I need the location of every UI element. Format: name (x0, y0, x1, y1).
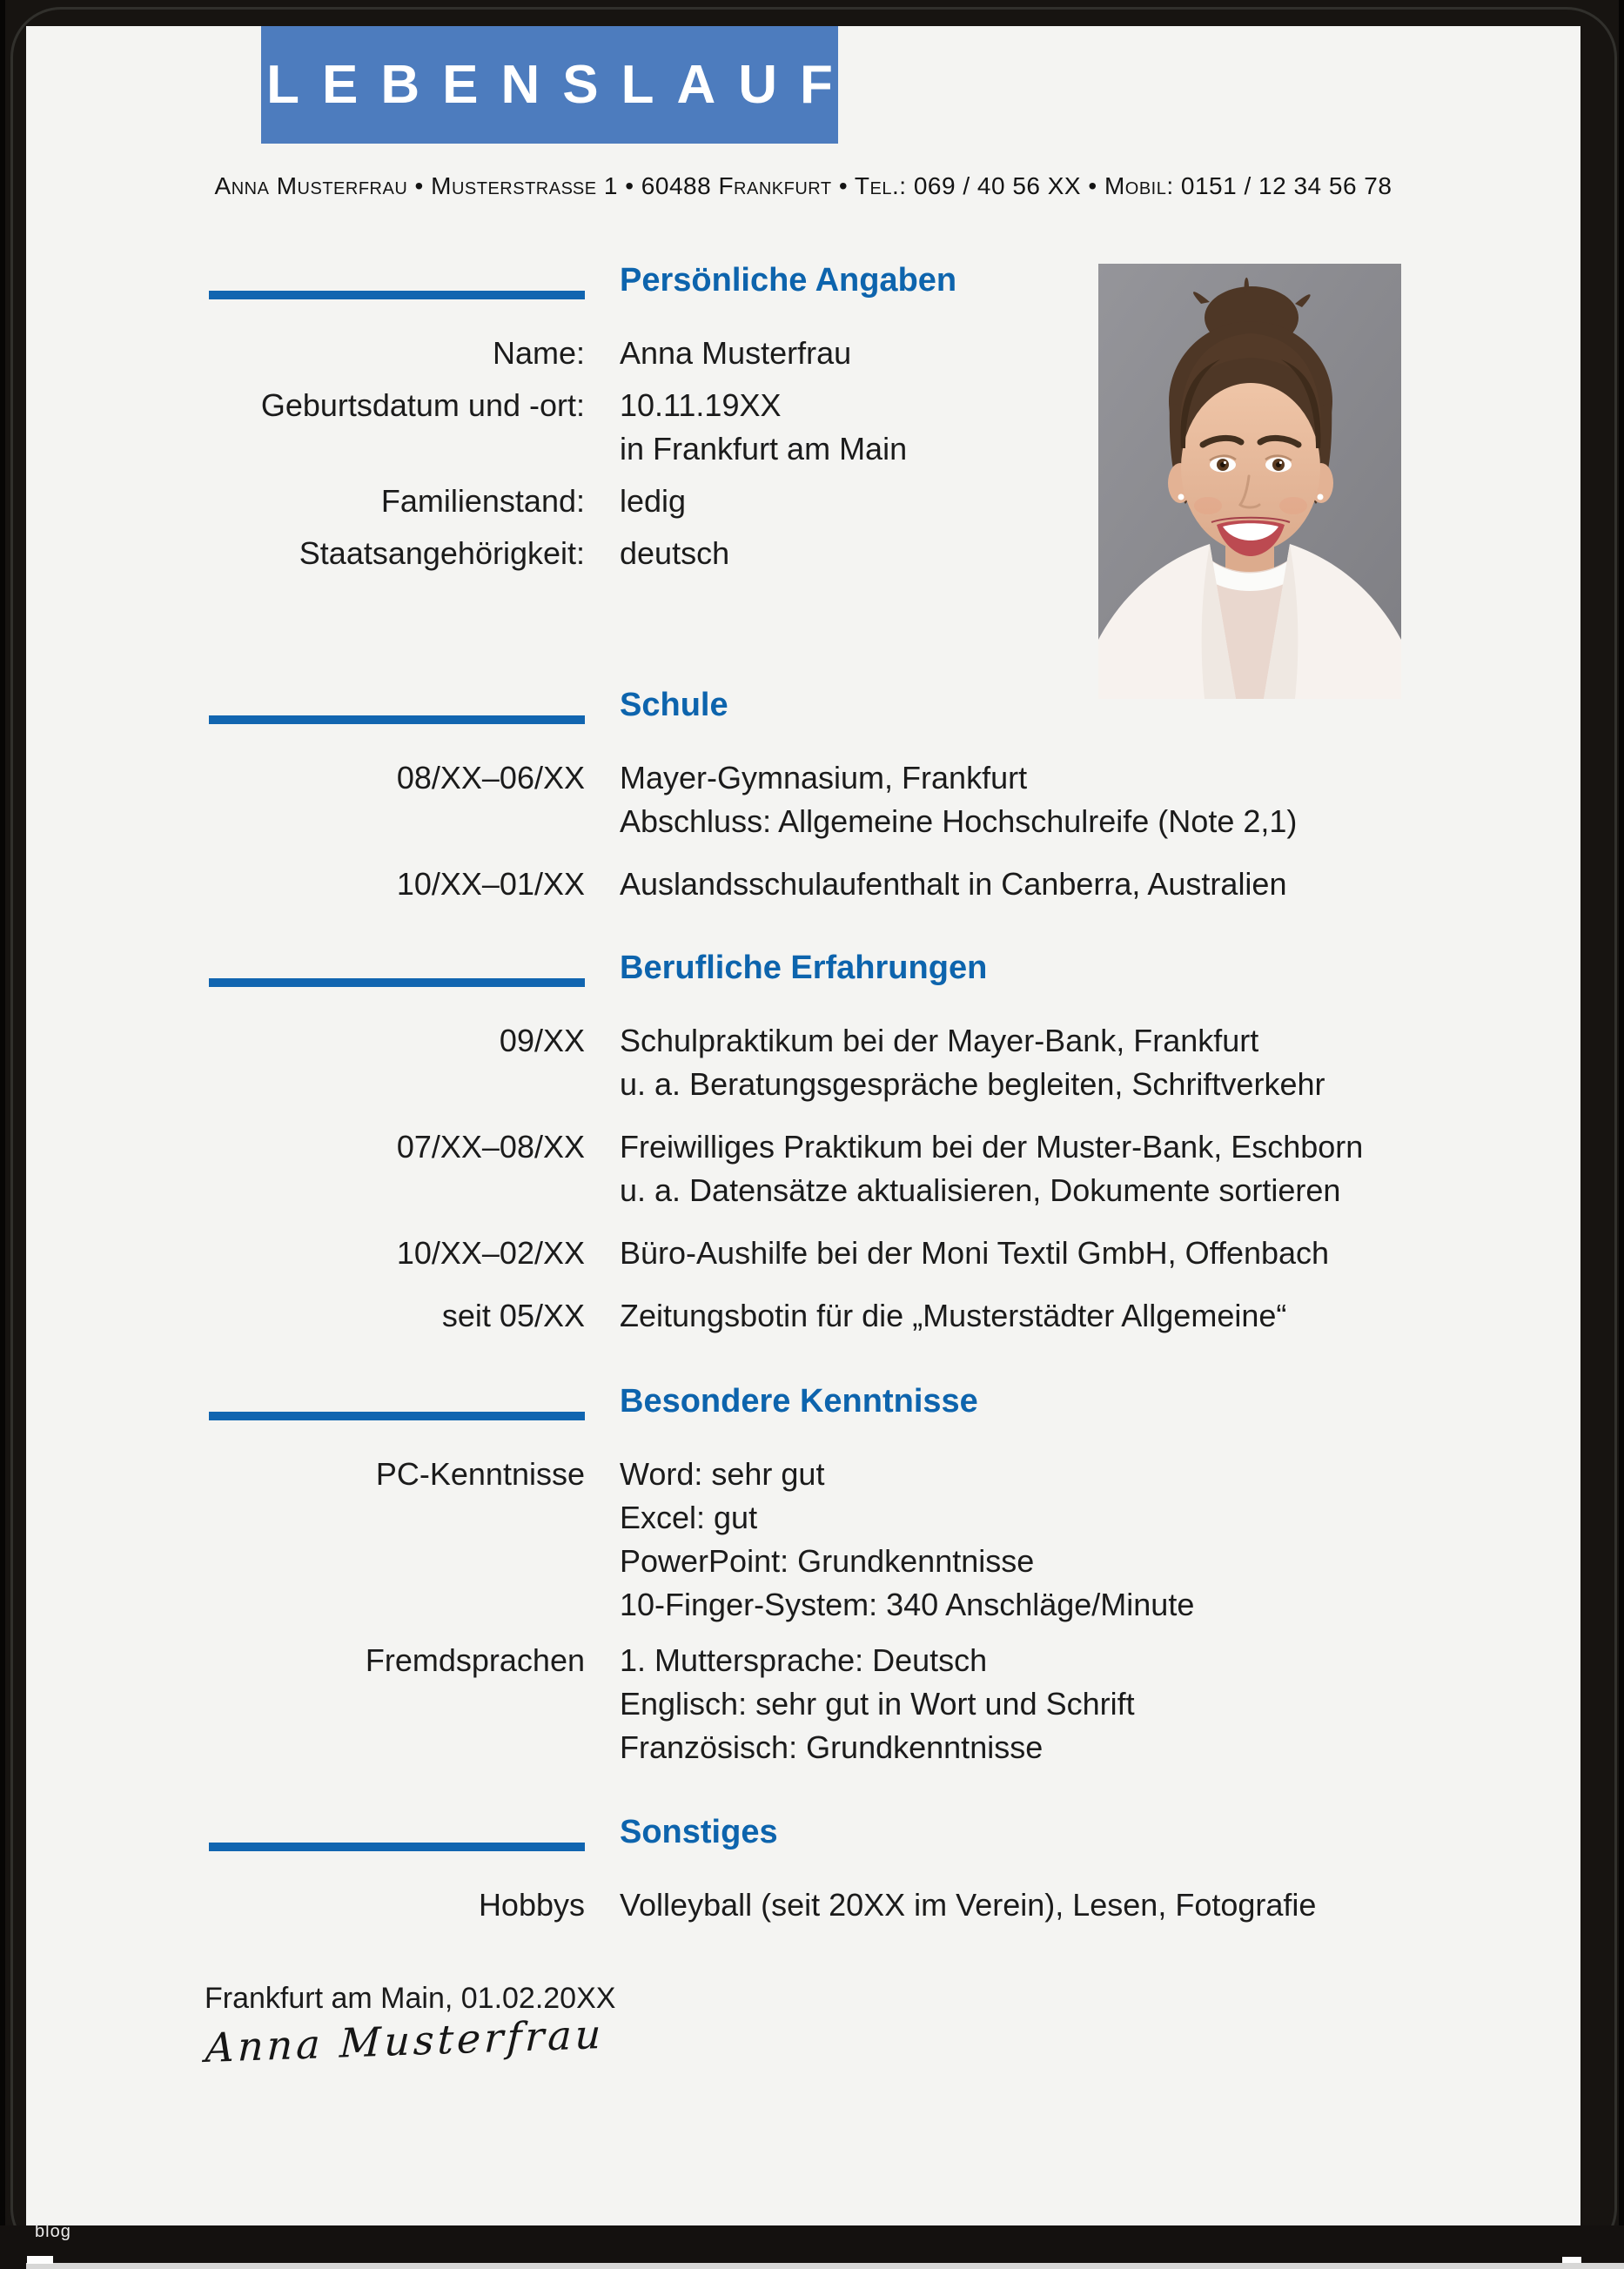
section-rule (209, 1843, 585, 1851)
section-rule (209, 978, 585, 987)
row-value: Anna Musterfrau (620, 335, 852, 371)
place-and-date: Frankfurt am Main, 01.02.20XX (205, 1982, 616, 2015)
frame-edge-right (1619, 0, 1624, 2269)
section-header (26, 1382, 1580, 1420)
row-label: 09/XX (499, 1023, 585, 1058)
row-label: 08/XX–06/XX (396, 760, 585, 795)
section-title: Schule (620, 687, 728, 723)
cv-row (26, 384, 1580, 471)
section-title: Persönliche Angaben (620, 262, 957, 299)
row-label: 07/XX–08/XX (396, 1129, 585, 1165)
row-value: Word: sehr gut Excel: gut PowerPoint: Grundkenntnisse 10-Finger-System: 340 Anschläge/Minute (620, 1456, 1195, 1622)
row-label: Hobbys (478, 1887, 585, 1923)
section-besondere-kenntnisse (26, 1382, 1580, 1782)
cv-row (26, 1453, 1580, 1627)
row-value: Auslandsschulaufenthalt in Canberra, Australien (620, 866, 1287, 902)
row-value: Büro-Aushilfe bei der Moni Textil GmbH, Offenbach (620, 1235, 1330, 1271)
row-label: Fremdsprachen (365, 1642, 585, 1678)
row-value: Volleyball (seit 20XX im Verein), Lesen, Fotografie (620, 1887, 1317, 1923)
bottom-right-sliver (1562, 2257, 1581, 2263)
bottom-edge-strip (26, 2263, 1624, 2269)
section-title: Berufliche Erfahrungen (620, 950, 988, 986)
signature: Anna Musterfrau (205, 2010, 606, 2071)
cv-row (26, 1639, 1580, 1769)
row-label: Staatsangehörigkeit: (299, 535, 585, 571)
row-label: seit 05/XX (441, 1298, 585, 1333)
section-schule (26, 686, 1580, 906)
row-label: PC-Kenntnisse (375, 1456, 585, 1492)
section-header (26, 1813, 1580, 1851)
cv-row (26, 1019, 1580, 1106)
cv-row (26, 1883, 1580, 1927)
cv-row (26, 332, 1580, 375)
section-berufliche-erfahrungen (26, 949, 1580, 1338)
row-value: 1. Muttersprache: Deutsch Englisch: sehr gut in Wort und Schrift Französisch: Grundkenntnisse (620, 1642, 1135, 1765)
cv-row (26, 1294, 1580, 1338)
row-label: Geburtsdatum und -ort: (260, 387, 585, 423)
row-label: 10/XX–01/XX (396, 866, 585, 902)
row-value: ledig (620, 483, 687, 519)
bottom-left-sliver (27, 2256, 53, 2264)
row-value: 10.11.19XX in Frankfurt am Main (620, 387, 908, 467)
section-header (26, 261, 1580, 299)
row-value: Mayer-Gymnasium, Frankfurt Abschluss: Allgemeine Hochschulreife (Note 2,1) (620, 760, 1298, 839)
row-value: Schulpraktikum bei der Mayer-Bank, Frankfurt u. a. Beratungsgespräche begleiten, Schriftverkehr (620, 1023, 1325, 1102)
section-header (26, 949, 1580, 987)
row-label: 10/XX–02/XX (396, 1235, 585, 1271)
section-persoenliche-angaben (26, 261, 1580, 584)
cv-row (26, 1232, 1580, 1275)
page-title: LEBENSLAUF (266, 55, 856, 115)
lebenslauf-title-box (261, 26, 856, 144)
blog-watermark: blog (35, 2222, 71, 2241)
row-value: Freiwilliges Praktikum bei der Muster-Bank, Eschborn u. a. Datensätze aktualisieren, Dokumente sortieren (620, 1129, 1364, 1208)
section-rule (209, 1412, 585, 1420)
section-title: Besondere Kenntnisse (620, 1383, 978, 1420)
cv-row (26, 480, 1580, 523)
cv-page (26, 26, 1580, 2225)
row-value: Zeitungsbotin für die „Musterstädter Allgemeine“ (620, 1298, 1287, 1333)
section-sonstiges (26, 1813, 1580, 1927)
contact-line: Anna Musterfrau • Musterstraße 1 • 60488 Frankfurt • Tel.: 069 / 40 56 XX • Mobil: 0151 / 12 34 56 78 (214, 172, 1392, 199)
row-value: deutsch (620, 535, 730, 571)
section-rule (209, 715, 585, 724)
section-rule (209, 291, 585, 299)
frame-edge-left (0, 0, 5, 2269)
cv-row (26, 756, 1580, 843)
section-header (26, 686, 1580, 724)
cv-row (26, 1125, 1580, 1212)
cv-row (26, 532, 1580, 575)
cv-row (26, 863, 1580, 906)
section-title: Sonstiges (620, 1814, 778, 1850)
row-label: Name: (492, 335, 585, 371)
row-label: Familienstand: (380, 483, 585, 519)
